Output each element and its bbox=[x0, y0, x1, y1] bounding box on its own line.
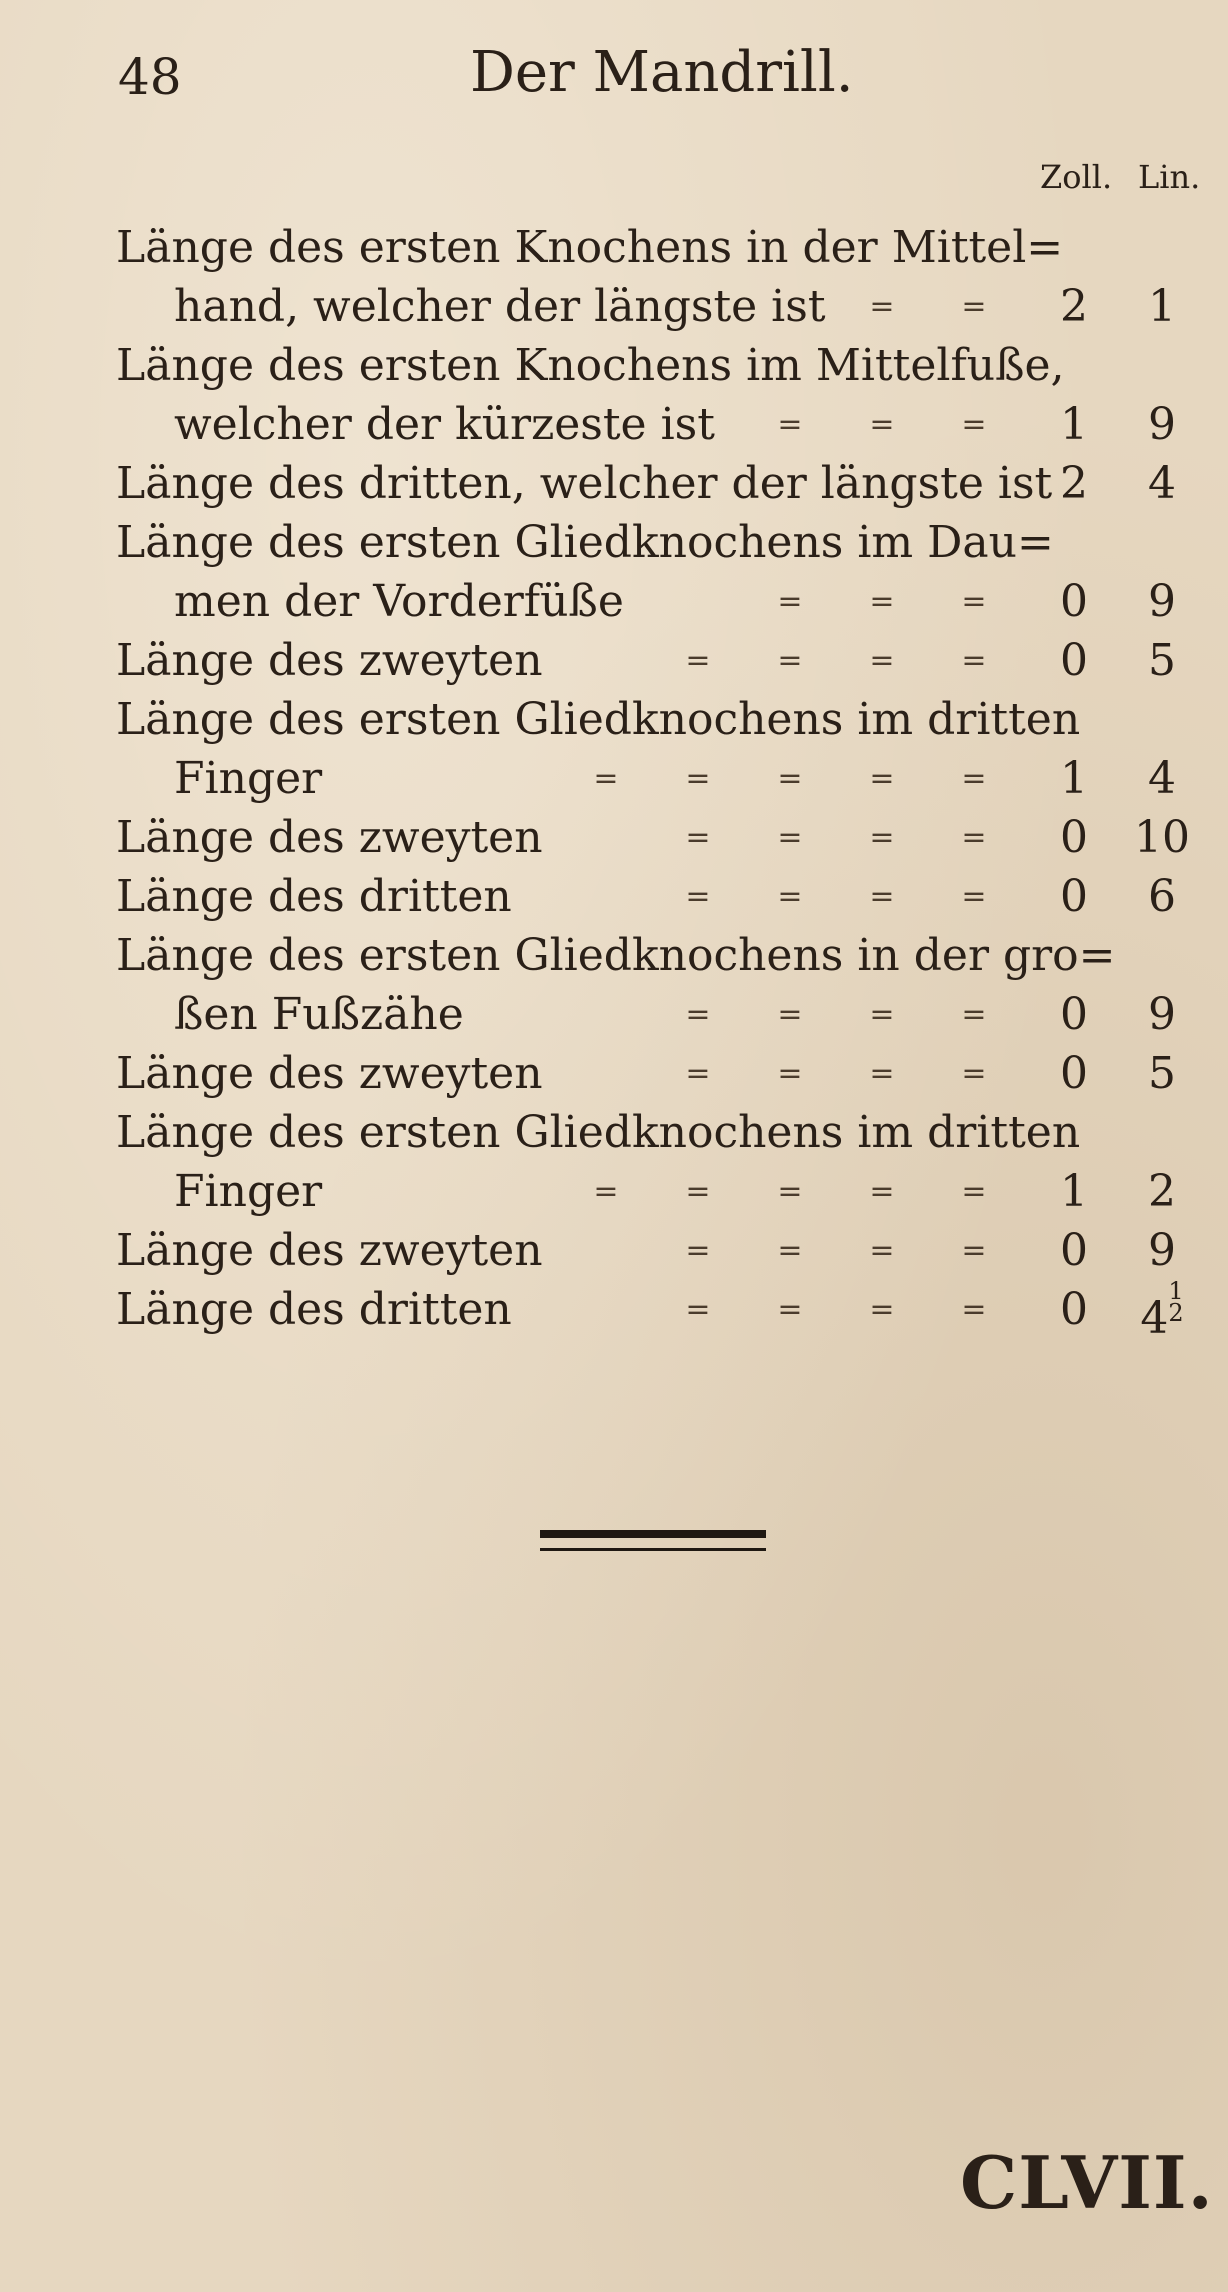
value-zoll: 0 bbox=[1060, 989, 1088, 1040]
value-lin-number: 4 bbox=[1148, 458, 1176, 509]
leader-mark: = bbox=[777, 879, 803, 914]
leader-marks bbox=[540, 1044, 1020, 1104]
entry-text: men der Vorderfüße bbox=[174, 576, 624, 627]
entry-text: Länge des ersten Gliedknochens im dritten bbox=[116, 694, 1081, 745]
leader-mark: = bbox=[869, 289, 895, 324]
leader-mark: = bbox=[961, 1233, 987, 1268]
leader-marks bbox=[540, 867, 1020, 927]
value-lin-number: 9 bbox=[1148, 399, 1176, 450]
leader-mark: = bbox=[777, 1056, 803, 1091]
value-lin-number: 1 bbox=[1148, 281, 1176, 332]
leader-mark: = bbox=[869, 407, 895, 442]
entry-line bbox=[0, 1044, 1228, 1104]
entry-text: welcher der kürzeste ist bbox=[174, 399, 715, 450]
leader-marks bbox=[540, 1280, 1020, 1340]
leader-mark: = bbox=[869, 1056, 895, 1091]
leader-mark: = bbox=[961, 761, 987, 796]
leader-mark: = bbox=[869, 643, 895, 678]
value-zoll: 1 bbox=[1060, 1166, 1088, 1217]
entry-text: Länge des ersten Knochens im Mittelfuße, bbox=[116, 340, 1065, 391]
leader-mark: = bbox=[961, 584, 987, 619]
entry-line bbox=[0, 513, 1228, 573]
leader-marks bbox=[540, 985, 1020, 1045]
value-lin bbox=[1122, 867, 1202, 927]
value-zoll: 0 bbox=[1060, 635, 1088, 686]
leader-mark: = bbox=[777, 820, 803, 855]
entry-line bbox=[0, 926, 1228, 986]
value-lin-number: 5 bbox=[1148, 635, 1176, 686]
leader-mark: = bbox=[777, 1292, 803, 1327]
page-number: 48 bbox=[118, 48, 182, 106]
value-zoll: 1 bbox=[1060, 399, 1088, 450]
value-zoll: 0 bbox=[1060, 1048, 1088, 1099]
leader-mark: = bbox=[869, 584, 895, 619]
value-lin bbox=[1122, 1162, 1202, 1222]
value-zoll: 1 bbox=[1060, 753, 1088, 804]
leader-mark: = bbox=[869, 1292, 895, 1327]
entry-text: hand, welcher der längste ist bbox=[174, 281, 826, 332]
leader-mark: = bbox=[685, 997, 711, 1032]
leader-mark: = bbox=[869, 761, 895, 796]
fraction-numerator: 1 bbox=[1168, 1277, 1184, 1305]
leader-mark: = bbox=[685, 1292, 711, 1327]
value-lin bbox=[1122, 1277, 1202, 1349]
signature-mark: CLVII. bbox=[960, 2140, 1214, 2225]
entry-line bbox=[0, 1277, 1228, 1344]
entry-text: Länge des ersten Gliedknochens im dritten bbox=[116, 1107, 1081, 1158]
entry-line bbox=[0, 631, 1228, 691]
value-zoll: 2 bbox=[1060, 458, 1088, 509]
fraction-half bbox=[1168, 1277, 1184, 1327]
leader-mark: = bbox=[961, 1292, 987, 1327]
leader-mark: = bbox=[961, 643, 987, 678]
value-lin bbox=[1122, 749, 1202, 809]
value-lin-number: 9 bbox=[1148, 989, 1176, 1040]
leader-marks bbox=[540, 808, 1020, 868]
value-zoll: 0 bbox=[1060, 871, 1088, 922]
leader-mark: = bbox=[869, 879, 895, 914]
value-lin-number: 5 bbox=[1148, 1048, 1176, 1099]
value-zoll: 0 bbox=[1060, 576, 1088, 627]
entry-continuation-line bbox=[0, 985, 1228, 1045]
value-zoll: 0 bbox=[1060, 812, 1088, 863]
entry-continuation-line bbox=[0, 277, 1228, 337]
leader-mark: = bbox=[685, 643, 711, 678]
running-title: Der Mandrill. bbox=[470, 40, 854, 105]
leader-mark: = bbox=[961, 997, 987, 1032]
entry-line bbox=[0, 218, 1228, 278]
leader-mark: = bbox=[961, 1056, 987, 1091]
leader-mark: = bbox=[961, 879, 987, 914]
leader-mark: = bbox=[961, 407, 987, 442]
value-lin bbox=[1122, 1221, 1202, 1281]
entry-text: Länge des ersten Gliedknochens in der gro= bbox=[116, 930, 1116, 981]
entry-line bbox=[0, 867, 1228, 927]
leader-mark: = bbox=[777, 997, 803, 1032]
entry-text: Finger bbox=[174, 753, 323, 804]
leader-mark: = bbox=[869, 1174, 895, 1209]
entry-line bbox=[0, 808, 1228, 868]
leader-marks bbox=[540, 749, 1020, 809]
value-lin bbox=[1122, 985, 1202, 1045]
leader-mark: = bbox=[961, 1174, 987, 1209]
entry-text: ßen Fußzähe bbox=[174, 989, 464, 1040]
value-lin bbox=[1122, 572, 1202, 632]
entry-text: Länge des zweyten bbox=[116, 1048, 543, 1099]
leader-mark: = bbox=[593, 761, 619, 796]
entry-text: Länge des dritten bbox=[116, 871, 512, 922]
value-lin bbox=[1122, 277, 1202, 337]
entry-text: Länge des zweyten bbox=[116, 635, 543, 686]
entry-text: Länge des dritten, welcher der längste ist bbox=[116, 458, 1053, 509]
leader-marks bbox=[540, 454, 1020, 514]
leader-mark: = bbox=[777, 407, 803, 442]
entry-continuation-line bbox=[0, 395, 1228, 455]
entry-text: Finger bbox=[174, 1166, 323, 1217]
entry-continuation-line bbox=[0, 1162, 1228, 1222]
leader-marks bbox=[540, 572, 1020, 632]
entry-text: Länge des zweyten bbox=[116, 1225, 543, 1276]
entry-line bbox=[0, 336, 1228, 396]
entry-line bbox=[0, 690, 1228, 750]
leader-mark: = bbox=[869, 997, 895, 1032]
value-zoll: 0 bbox=[1060, 1225, 1088, 1276]
value-lin-number: 2 bbox=[1148, 1166, 1176, 1217]
fraction-denominator: 2 bbox=[1168, 1299, 1184, 1327]
value-lin-number: 10 bbox=[1134, 812, 1190, 863]
entry-line bbox=[0, 1221, 1228, 1281]
value-zoll: 2 bbox=[1060, 281, 1088, 332]
leader-mark: = bbox=[685, 1056, 711, 1091]
leader-mark: = bbox=[869, 820, 895, 855]
column-header-zoll: Zoll. bbox=[1040, 158, 1113, 196]
leader-marks bbox=[540, 395, 1020, 455]
leader-marks bbox=[540, 631, 1020, 691]
value-lin bbox=[1122, 395, 1202, 455]
value-lin bbox=[1122, 1044, 1202, 1104]
value-lin-number: 4 bbox=[1148, 753, 1176, 804]
value-lin bbox=[1122, 454, 1202, 514]
leader-mark: = bbox=[777, 643, 803, 678]
leader-mark: = bbox=[685, 1233, 711, 1268]
leader-mark: = bbox=[685, 1174, 711, 1209]
column-header-lin: Lin. bbox=[1138, 158, 1201, 196]
leader-mark: = bbox=[777, 1174, 803, 1209]
value-lin-number: 4 bbox=[1140, 1293, 1169, 1344]
leader-mark: = bbox=[685, 820, 711, 855]
value-lin-number: 6 bbox=[1148, 871, 1176, 922]
entry-text: Länge des ersten Gliedknochens im Dau= bbox=[116, 517, 1054, 568]
leader-mark: = bbox=[777, 761, 803, 796]
leader-mark: = bbox=[593, 1174, 619, 1209]
entry-text: Länge des dritten bbox=[116, 1284, 512, 1335]
entry-line bbox=[0, 454, 1228, 514]
entry-text: Länge des zweyten bbox=[116, 812, 543, 863]
leader-mark: = bbox=[777, 584, 803, 619]
leader-mark: = bbox=[685, 879, 711, 914]
leader-mark: = bbox=[685, 761, 711, 796]
leader-marks bbox=[540, 277, 1020, 337]
leader-marks bbox=[540, 1221, 1020, 1281]
value-lin-number: 9 bbox=[1148, 1225, 1176, 1276]
leader-mark: = bbox=[961, 289, 987, 324]
entry-text: Länge des ersten Knochens in der Mittel= bbox=[116, 222, 1064, 273]
value-lin bbox=[1122, 631, 1202, 691]
section-divider-thin bbox=[540, 1548, 766, 1551]
leader-marks bbox=[540, 1162, 1020, 1222]
value-lin-number: 9 bbox=[1148, 576, 1176, 627]
value-lin bbox=[1122, 808, 1202, 868]
leader-mark: = bbox=[869, 1233, 895, 1268]
entry-line bbox=[0, 1103, 1228, 1163]
value-zoll: 0 bbox=[1060, 1284, 1088, 1335]
leader-mark: = bbox=[961, 820, 987, 855]
entry-continuation-line bbox=[0, 749, 1228, 809]
leader-mark: = bbox=[777, 1233, 803, 1268]
entry-continuation-line bbox=[0, 572, 1228, 632]
section-divider-thick bbox=[540, 1530, 766, 1538]
